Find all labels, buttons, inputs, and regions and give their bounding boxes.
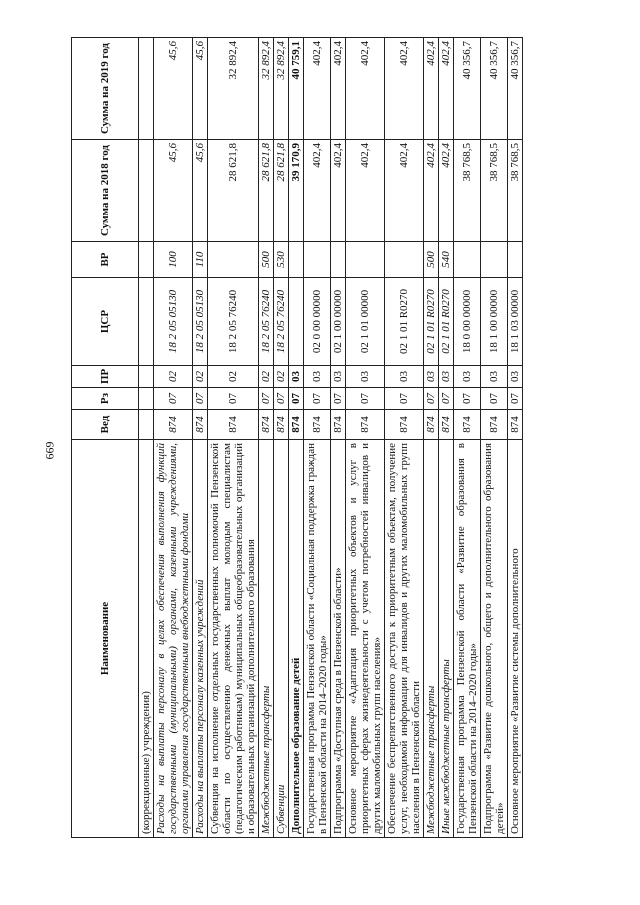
cell-vr <box>346 242 385 278</box>
table-row <box>424 38 439 838</box>
cell-csr: 18 0 00 00000 <box>454 278 481 366</box>
header-csr: ЦСР <box>72 278 139 366</box>
cell-sum-2019: 40 356,7 <box>481 38 508 140</box>
cell-rz: 07 <box>424 388 439 410</box>
cell-csr: 18 2 05 76240 <box>259 278 274 366</box>
cell-sum-2019: 402,4 <box>385 38 424 140</box>
cell-sum-2018: 28 621,8 <box>259 140 274 242</box>
cell-sum-2019: 402,4 <box>424 38 439 140</box>
table-row <box>439 38 454 838</box>
cell-rz: 07 <box>304 388 331 410</box>
cell-rz: 07 <box>385 388 424 410</box>
cell-sum-2018: 38 768,5 <box>481 140 508 242</box>
cell-pr: 02 <box>274 366 289 388</box>
cell-pr: 03 <box>454 366 481 388</box>
cell-rz: 07 <box>259 388 274 410</box>
cell-pr: 03 <box>346 366 385 388</box>
cell-vr: 530 <box>274 242 289 278</box>
cell-csr: 02 1 01 R0270 <box>424 278 439 366</box>
cell-pr: 03 <box>385 366 424 388</box>
cell-sum-2018: 28 621,8 <box>208 140 259 242</box>
cell-csr: 02 1 01 R0270 <box>385 278 424 366</box>
cell-sum-2018: 402,4 <box>346 140 385 242</box>
cell-pr: 03 <box>508 366 523 388</box>
header-vr: ВР <box>72 242 139 278</box>
cell-csr: 02 1 01 R0270 <box>439 278 454 366</box>
cell-sum-2019: 402,4 <box>346 38 385 140</box>
header-rz: Рз <box>72 388 139 410</box>
cell-ved: 874 <box>346 410 385 440</box>
cell-vr <box>508 242 523 278</box>
table-row <box>289 38 304 838</box>
cell-sum-2019: 40 356,7 <box>454 38 481 140</box>
table-row <box>193 38 208 838</box>
cell-csr: 02 1 00 00000 <box>331 278 346 366</box>
cell-ved: 874 <box>274 410 289 440</box>
cell-csr: 18 2 05 05130 <box>154 278 193 366</box>
cell-rz: 07 <box>193 388 208 410</box>
cell-sum-2018: 38 768,5 <box>454 140 481 242</box>
cell-sum-2018: 402,4 <box>424 140 439 242</box>
table-row <box>508 38 523 838</box>
cell-vr <box>289 242 304 278</box>
table-row <box>454 38 481 838</box>
cell-ved: 874 <box>259 410 274 440</box>
table-row <box>481 38 508 838</box>
cell-name: Межбюджетные трансферты <box>259 440 274 838</box>
cell-rz: 07 <box>208 388 259 410</box>
cell-name: Расходы на выплаты персоналу казенных учреждений <box>193 440 208 838</box>
cell-sum-2018: 45,6 <box>193 140 208 242</box>
rotated-page <box>71 38 571 838</box>
cell-name: Основное мероприятие «Адаптация приоритетных объектов и услуг в приоритетных сферах жизнедеятельности с учетом потребностей инвалидов и других маломобильных групп населения» <box>346 440 385 838</box>
header-sum-2018: Сумма на 2018 год <box>72 140 139 242</box>
cell-pr: 03 <box>304 366 331 388</box>
table-row <box>274 38 289 838</box>
cell-name: Расходы на выплаты персоналу в целях обеспечения выполнения функций государственными (муниципальными) органами, казенными учреждениями, органами управления государственными внебюджетными фондами <box>154 440 193 838</box>
cell-ved: 874 <box>424 410 439 440</box>
cell-pr: 03 <box>289 366 304 388</box>
cell-sum-2019: 40 356,7 <box>508 38 523 140</box>
cell-vr <box>454 242 481 278</box>
header-pr: ПР <box>72 366 139 388</box>
cell-ved: 874 <box>193 410 208 440</box>
cell-sum-2018: 402,4 <box>304 140 331 242</box>
cell-rz: 07 <box>274 388 289 410</box>
table-body <box>139 38 523 838</box>
table-row <box>154 38 193 838</box>
cell-ved: 874 <box>385 410 424 440</box>
cell-vr <box>481 242 508 278</box>
cell-sum-2018 <box>139 140 154 242</box>
cell-ved: 874 <box>331 410 346 440</box>
cell-name: Подпрограмма «Доступная среда в Пензенской области» <box>331 440 346 838</box>
cell-name: Дополнительное образование детей <box>289 440 304 838</box>
cell-name: Подпрограмма «Развитие дошкольного, общего и дополнительного образования детей» <box>481 440 508 838</box>
header-row <box>72 38 139 838</box>
cell-csr: 18 2 05 76240 <box>274 278 289 366</box>
cell-sum-2018: 402,4 <box>385 140 424 242</box>
cell-sum-2019: 32 892,4 <box>208 38 259 140</box>
table-row <box>346 38 385 838</box>
cell-sum-2018: 402,4 <box>439 140 454 242</box>
cell-sum-2019: 402,4 <box>331 38 346 140</box>
cell-sum-2018: 28 621,8 <box>274 140 289 242</box>
cell-name: Государственная программа Пензенской области «Социальная поддержка граждан в Пензенской области на 2014–2020 годы» <box>304 440 331 838</box>
cell-ved: 874 <box>154 410 193 440</box>
cell-ved: 874 <box>481 410 508 440</box>
cell-csr: 18 1 00 00000 <box>481 278 508 366</box>
cell-pr: 02 <box>259 366 274 388</box>
cell-vr: 540 <box>439 242 454 278</box>
cell-vr: 100 <box>154 242 193 278</box>
cell-pr: 03 <box>481 366 508 388</box>
cell-csr: 02 1 01 00000 <box>346 278 385 366</box>
cell-sum-2019: 40 759,1 <box>289 38 304 140</box>
cell-ved: 874 <box>454 410 481 440</box>
cell-rz: 07 <box>346 388 385 410</box>
cell-vr <box>385 242 424 278</box>
table-row <box>139 38 154 838</box>
cell-sum-2019: 402,4 <box>304 38 331 140</box>
cell-vr: 500 <box>424 242 439 278</box>
cell-csr <box>139 278 154 366</box>
cell-csr <box>289 278 304 366</box>
cell-vr <box>139 242 154 278</box>
cell-sum-2019 <box>139 38 154 140</box>
cell-vr <box>304 242 331 278</box>
cell-csr: 18 2 05 05130 <box>193 278 208 366</box>
cell-ved: 874 <box>508 410 523 440</box>
cell-name: Субвенция на исполнение отдельных государственных полномочий Пензенской области по осуществлению денежных выплат молодым специалистам (педагогическим работникам) муниципальных общеобразовательных организаций и образовательных организаций дополнительного образования <box>208 440 259 838</box>
cell-csr: 18 1 03 00000 <box>508 278 523 366</box>
cell-ved: 874 <box>208 410 259 440</box>
cell-sum-2018: 402,4 <box>331 140 346 242</box>
cell-pr <box>139 366 154 388</box>
cell-name: Субвенции <box>274 440 289 838</box>
cell-name: Государственная программа Пензенской области «Развитие образования в Пензенской области на 2014–2020 годы» <box>454 440 481 838</box>
table-row <box>304 38 331 838</box>
cell-name: Иные межбюджетные трансферты <box>439 440 454 838</box>
cell-rz: 07 <box>439 388 454 410</box>
page-number: 669 <box>42 441 57 460</box>
cell-sum-2018: 45,6 <box>154 140 193 242</box>
cell-name: Межбюджетные трансферты <box>424 440 439 838</box>
header-name: Наименование <box>72 440 139 838</box>
header-ved: Вед <box>72 410 139 440</box>
cell-vr: 110 <box>193 242 208 278</box>
cell-pr: 03 <box>424 366 439 388</box>
cell-rz: 07 <box>508 388 523 410</box>
cell-rz: 07 <box>289 388 304 410</box>
cell-sum-2019: 402,4 <box>439 38 454 140</box>
table-row <box>331 38 346 838</box>
cell-pr: 03 <box>331 366 346 388</box>
cell-pr: 02 <box>208 366 259 388</box>
budget-table <box>71 37 523 838</box>
cell-ved <box>139 410 154 440</box>
table-row <box>385 38 424 838</box>
cell-rz: 07 <box>154 388 193 410</box>
cell-csr: 18 2 05 76240 <box>208 278 259 366</box>
cell-ved: 874 <box>439 410 454 440</box>
cell-ved: 874 <box>289 410 304 440</box>
cell-pr: 02 <box>193 366 208 388</box>
cell-pr: 02 <box>154 366 193 388</box>
cell-sum-2019: 45,6 <box>193 38 208 140</box>
cell-rz: 07 <box>331 388 346 410</box>
cell-pr: 03 <box>439 366 454 388</box>
cell-name: Обеспечение беспрепятственного доступа к приоритетным объектам, получение услуг, необходимой информации для инвалидов и других маломобильных групп населения в Пензенской области <box>385 440 424 838</box>
cell-sum-2019: 32 892,4 <box>274 38 289 140</box>
cell-rz: 07 <box>454 388 481 410</box>
cell-sum-2019: 32 892,4 <box>259 38 274 140</box>
cell-rz <box>139 388 154 410</box>
table-row <box>259 38 274 838</box>
table-row <box>208 38 259 838</box>
cell-sum-2019: 45,6 <box>154 38 193 140</box>
header-sum-2019: Сумма на 2019 год <box>72 38 139 140</box>
cell-csr: 02 0 00 00000 <box>304 278 331 366</box>
cell-vr <box>208 242 259 278</box>
cell-name: (коррекционные) учреждения) <box>139 440 154 838</box>
cell-rz: 07 <box>481 388 508 410</box>
cell-vr: 500 <box>259 242 274 278</box>
cell-sum-2018: 38 768,5 <box>508 140 523 242</box>
cell-name: Основное мероприятие «Развитие системы дополнительного <box>508 440 523 838</box>
cell-vr <box>331 242 346 278</box>
cell-sum-2018: 39 170,9 <box>289 140 304 242</box>
cell-ved: 874 <box>304 410 331 440</box>
